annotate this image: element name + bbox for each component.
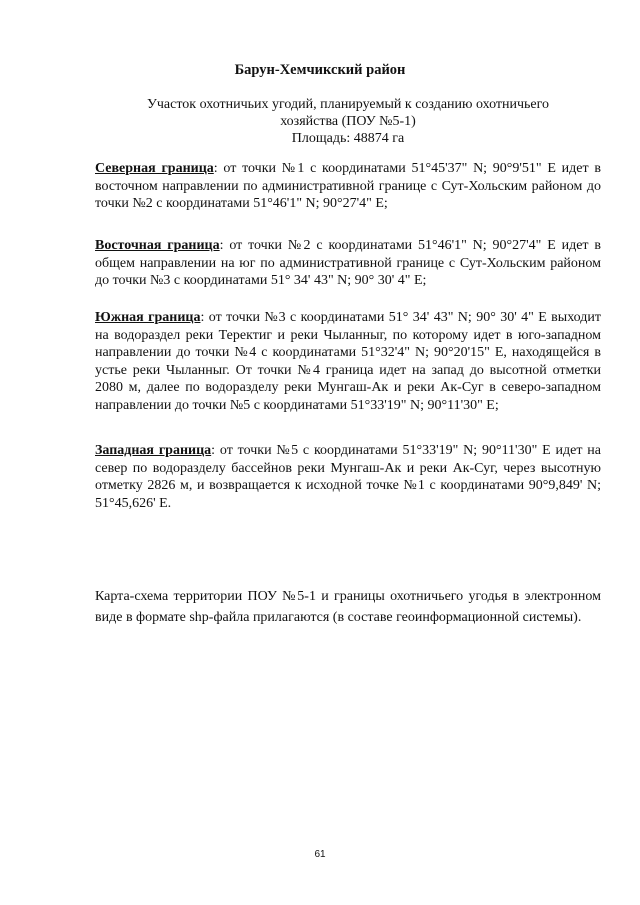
south-border-text: : от точки №3 с координатами 51° 34' 43" N; 90° 30' 4" E выходит на водораздел реки Теректиг и реки Чыланныг, по которому идет в юго-западном направлении до точки №4 с координатами 51°32'4" N; 90°20'15" E, находящейся в устье реки Чыланныг. От точки №4 граница идет на запад до высотной отметки 2080 м, далее по водоразделу реки Мунгаш-Ак и реки Ак-Суг в северо-западном направлении до точки №5 с координатами 51°33'19" N; 90°11'30" E; (95, 310, 601, 413)
south-border-paragraph (95, 309, 601, 414)
south-border-label: Южная граница (95, 310, 201, 325)
west-border-label: Западная граница (95, 443, 212, 458)
north-border-text: : от точки №1 с координатами 51°45'37" N; 90°9'51" E идет в восточном направлении по административной границе с Сут-Хольским районом до точки №2 с координатами 51°46'1" N; 90°27'4" E; (95, 161, 601, 211)
map-scheme-note: Карта-схема территории ПОУ №5-1 и границы охотничьего угодья в электронном виде в формате shp-файла прилагаются (в составе геоинформационной системы). (95, 589, 601, 625)
area-line: Площадь: 48874 га (291, 131, 405, 146)
page-number: 61 (314, 849, 326, 860)
north-border-label: Северная граница (95, 161, 214, 176)
north-border-paragraph (95, 160, 601, 213)
subtitle-line: Участок охотничьих угодий, планируемый к созданию охотничьего (146, 97, 550, 112)
west-border-paragraph (95, 442, 601, 512)
document-title: Барун-Хемчикский район (234, 62, 406, 78)
east-border-paragraph (95, 237, 601, 290)
subtitle-line: хозяйства (ПОУ №5-1) (280, 114, 416, 129)
west-border-text: : от точки №5 с координатами 51°33'19" N; 90°11'30" E идет на север по водоразделу бассейнов реки Мунгаш-Ак и реки Ак-Суг, через высотную отметку 2826 м, и возвращается к исходной точке №1 с координатами 90°9,849' N; 51°45,626' E. (95, 443, 601, 511)
east-border-label: Восточная граница (95, 238, 220, 253)
document-subtitle (95, 96, 601, 147)
east-border-text: : от точки №2 с координатами 51°46'1" N; 90°27'4" E идет в общем направлении на юг по административной границе с Сут-Хольским районом до точки №3 с координатами 51° 34' 43" N; 90° 30' 4" E; (95, 238, 601, 288)
